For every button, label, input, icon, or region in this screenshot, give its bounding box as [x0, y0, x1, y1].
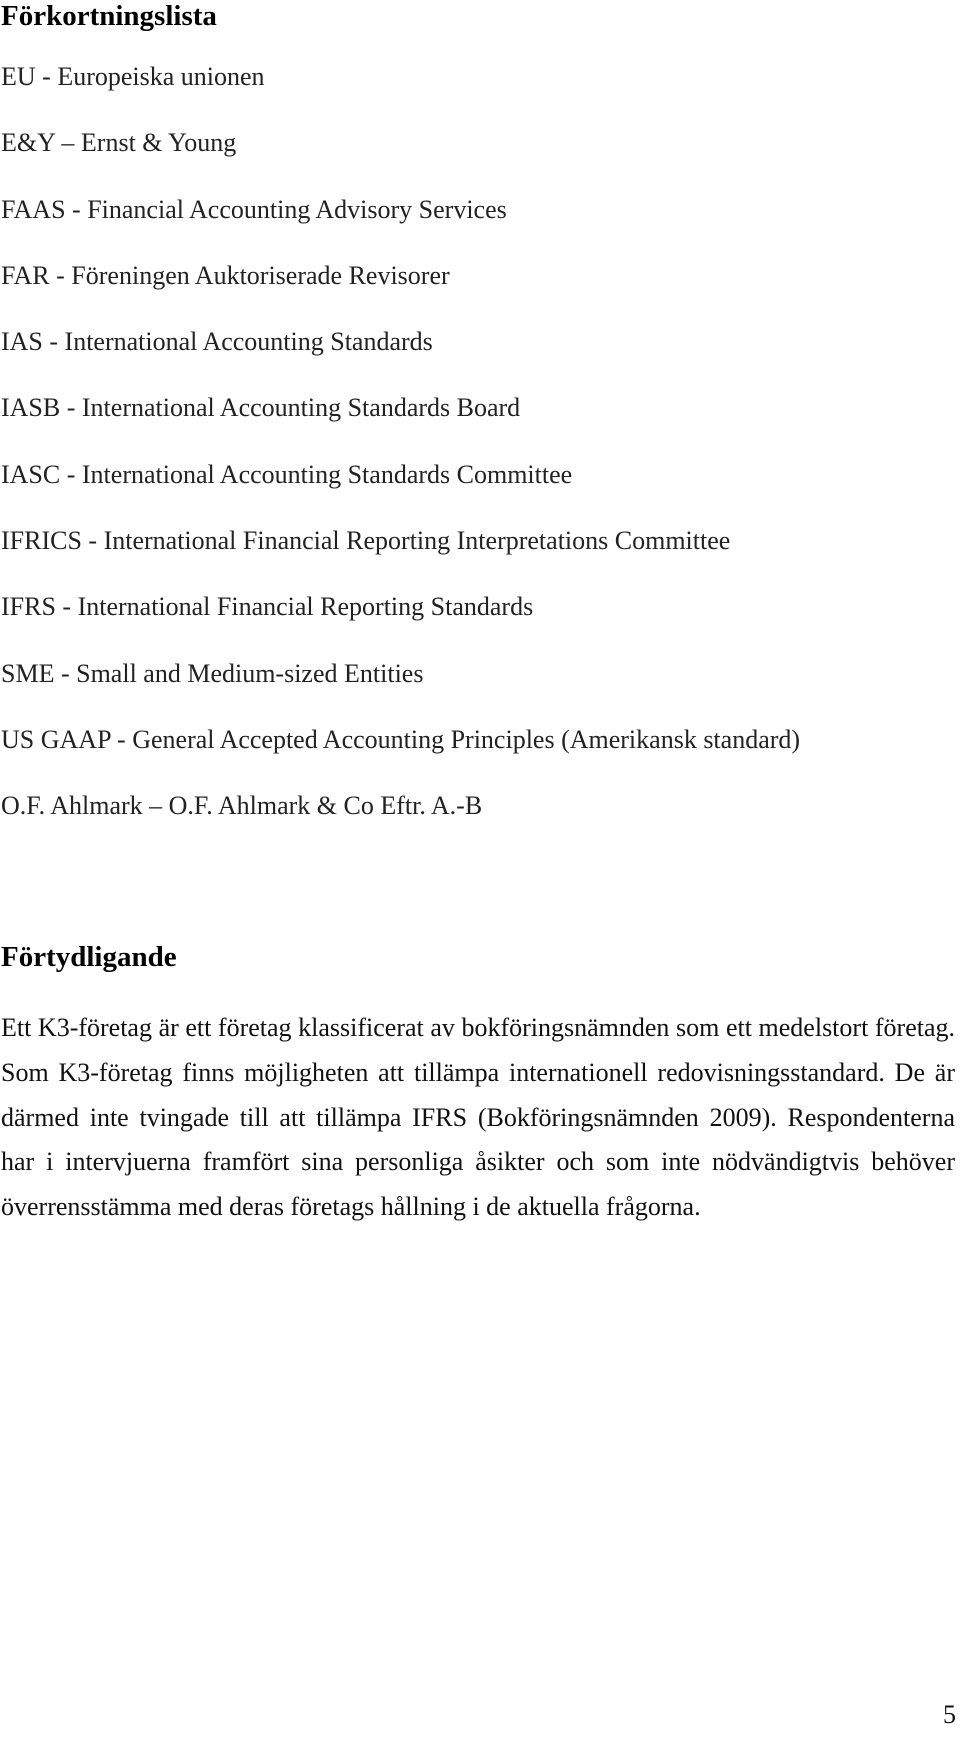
abbreviations-list — [1, 62, 956, 858]
abbreviation-item-faas: FAAS - Financial Accounting Advisory Services — [1, 194, 507, 224]
abbreviation-item-ifrics: IFRICS - International Financial Reporting Interpretations Committee — [1, 526, 731, 556]
abbreviation-item-iasc: IASC - International Accounting Standards Committee — [1, 459, 573, 489]
page-number: 5 — [943, 1700, 956, 1729]
abbreviation-item-sme: SME - Small and Medium-sized Entities — [1, 658, 424, 688]
abbreviation-item-far: FAR - Föreningen Auktoriserade Revisorer — [1, 260, 450, 290]
abbreviations-heading: Förkortningslista — [1, 0, 217, 32]
abbreviation-item-ifrs: IFRS - International Financial Reporting Standards — [1, 592, 534, 622]
abbreviation-item-ey: E&Y – Ernst & Young — [1, 128, 237, 158]
abbreviation-item-us-gaap: US GAAP - General Accepted Accounting Principles (Amerikansk standard) — [1, 724, 801, 754]
abbreviation-item-iasb: IASB - International Accounting Standards Board — [1, 393, 521, 423]
abbreviation-item-ahlmark: O.F. Ahlmark – O.F. Ahlmark & Co Eftr. A.-B — [1, 791, 483, 821]
abbreviation-item-ias: IAS - International Accounting Standards — [1, 327, 433, 357]
clarification-heading: Förtydligande — [1, 941, 177, 973]
clarification-paragraph: Ett K3-företag är ett företag klassificerat av bokföringsnämnden som ett medelstort företag. Som K3-företag finns möjligheten att tillämpa internationell redovisningsstandard. De är därmed inte tvingade till att tillämpa IFRS (Bokföringsnämnden 2009). Respondenterna har i intervjuerna framfört sina personliga åsikter och som inte nödvändigtvis behöver överrensstämma med deras företags hållning i de aktuella frågorna. — [1, 1013, 955, 1222]
abbreviation-item-eu: EU - Europeiska unionen — [1, 62, 265, 91]
